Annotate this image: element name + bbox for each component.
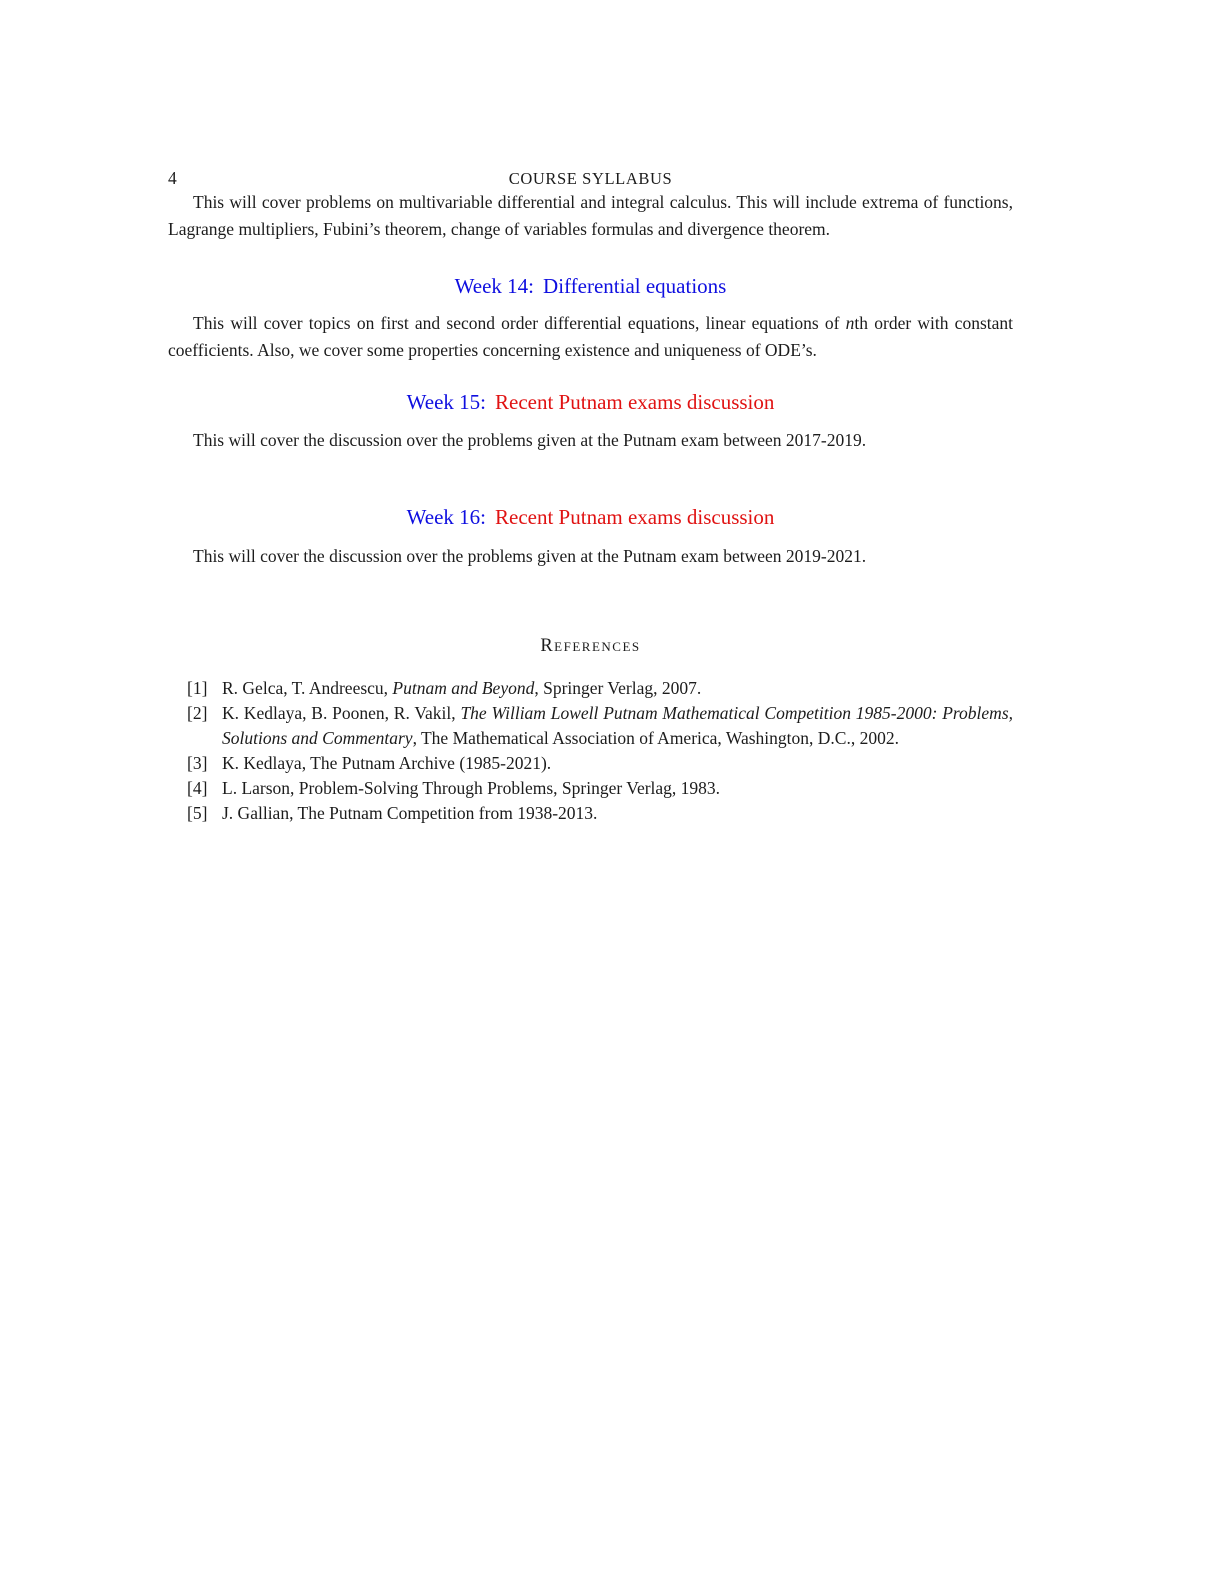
reference-label: [2]: [187, 703, 208, 723]
math-n: n: [845, 313, 855, 333]
heading-week14: [168, 273, 1013, 299]
page-number: 4: [168, 168, 177, 188]
reference-text: K. Kedlaya, B. Poonen, R. Vakil,: [222, 703, 461, 723]
reference-text: K. Kedlaya, The Putnam Archive (1985-2021).: [222, 753, 552, 773]
reference-item-2: [168, 701, 1013, 751]
week14-label: Week 14:: [454, 274, 535, 298]
reference-label: [4]: [187, 778, 208, 798]
reference-label: [1]: [187, 678, 208, 698]
reference-item-1: [168, 676, 1013, 701]
paragraph-multivariable-calculus: This will cover problems on multivariable differential and integral calculus. This will include extrema of functions, Lagrange multipliers, Fubini’s theorem, change of variables formulas and divergence theorem.: [168, 192, 1013, 239]
references-heading: References: [540, 636, 641, 656]
text-column: [168, 168, 1013, 826]
reference-text: , The Mathematical Association of America, Washington, D.C., 2002.: [412, 728, 899, 748]
reference-item-5: [168, 801, 1013, 826]
week16-label: Week 16:: [406, 505, 486, 529]
reference-label: [5]: [187, 803, 208, 823]
reference-title-italic: The William Lowell Putnam Mathematical Competition 1985-2000: Problems, Solutions and Commentary: [222, 703, 1013, 748]
paragraph-week15: This will cover the discussion over the problems given at the Putnam exam between 2017-2019.: [193, 430, 867, 450]
week14-paragraph-post: th order with constant coefficients. Also, we cover some properties concerning existence and uniqueness of ODE’s.: [168, 313, 1013, 360]
reference-text: J. Gallian, The Putnam Competition from 1938-2013.: [222, 803, 598, 823]
reference-text: R. Gelca, T. Andreescu,: [222, 678, 393, 698]
week16-title: Recent Putnam exams discussion: [495, 505, 775, 529]
week14-paragraph-pre: This will cover topics on first and second order differential equations, linear equations of: [193, 313, 846, 333]
week15-label: Week 15:: [406, 390, 486, 414]
reference-item-3: [168, 751, 1013, 776]
paragraph-week16: This will cover the discussion over the problems given at the Putnam exam between 2019-2021.: [193, 546, 867, 566]
week15-title: Recent Putnam exams discussion: [495, 390, 775, 414]
week14-title: Differential equations: [543, 274, 727, 298]
reference-title-italic: Putnam and Beyond: [392, 678, 535, 698]
running-title: COURSE SYLLABUS: [508, 169, 673, 188]
reference-label: [3]: [187, 753, 208, 773]
reference-text: L. Larson, Problem-Solving Through Problems, Springer Verlag, 1983.: [222, 778, 721, 798]
running-head: [168, 168, 1013, 189]
reference-text: , Springer Verlag, 2007.: [534, 678, 702, 698]
heading-week15: [168, 389, 1013, 415]
reference-item-4: [168, 776, 1013, 801]
references-list: [168, 676, 1013, 826]
heading-week16: [168, 504, 1013, 530]
paragraph-week14: [168, 310, 1013, 364]
